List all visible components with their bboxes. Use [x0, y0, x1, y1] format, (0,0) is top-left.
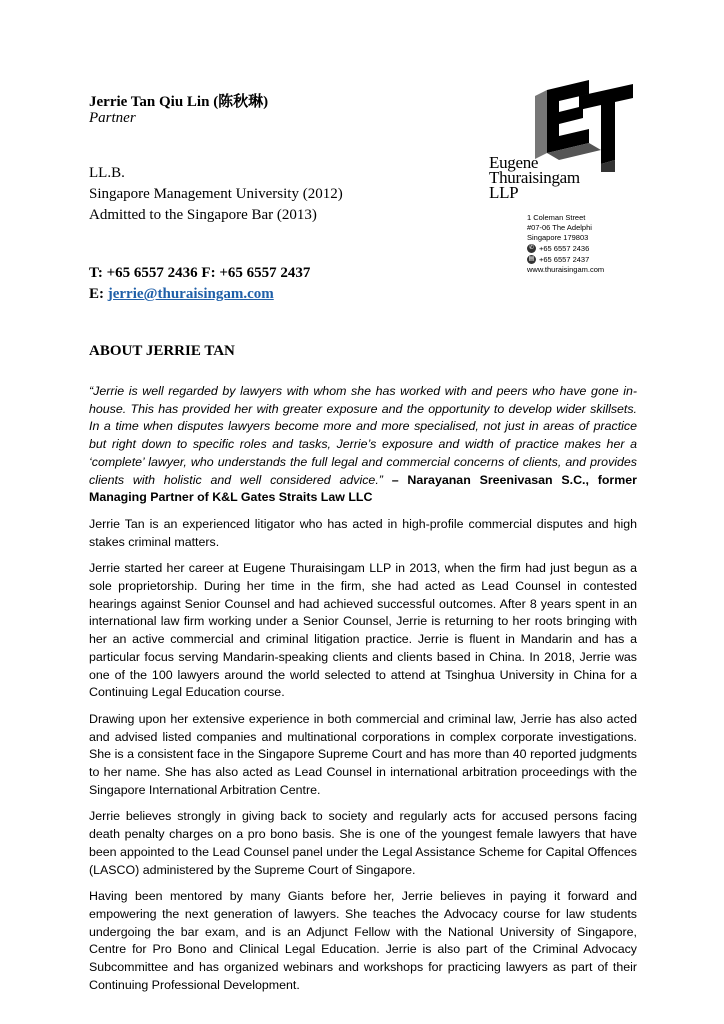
email-link[interactable]: jerrie@thuraisingam.com: [107, 286, 274, 302]
about-heading: ABOUT JERRIE TAN: [89, 343, 235, 359]
email-prefix: E:: [89, 286, 108, 302]
bar-admission: Admitted to the Singapore Bar (2013): [89, 207, 317, 223]
bio-paragraph-4: Jerrie believes strongly in giving back to society and regularly acts for accused persons facing death penalty charges on a pro bono basis. She is one of the youngest female lawyers that have been appointed to the Lead Counsel panel under the Legal Assistance Scheme for Capital Offences (LASCO) administered by the Supreme Court of Singapore.: [89, 809, 637, 877]
firm-fax-row: [527, 254, 604, 265]
testimonial-attribution: – Narayanan Sreenivasan S.C., former Managing Partner of K&L Gates Straits Law LLC: [89, 472, 637, 505]
profile-title: Partner: [89, 110, 136, 126]
address-line-3: Singapore 179803: [527, 233, 589, 242]
address-line-2: #07-06 The Adelphi: [527, 223, 592, 232]
phone-icon: ✆: [528, 245, 535, 251]
bio-paragraph-1: Jerrie Tan is an experienced litigator who has acted in high-profile commercial disputes and high stakes criminal matters.: [89, 516, 637, 549]
brand-line-1: Eugene: [489, 153, 539, 172]
contact-block: [89, 263, 310, 305]
about-body: [89, 383, 637, 1004]
fax-icon: ▤: [528, 256, 535, 262]
address-line-1: 1 Coleman Street: [527, 213, 586, 222]
brand-line-2: Thuraisingam: [489, 168, 580, 187]
firm-brand: [489, 155, 580, 200]
firm-fax: +65 6557 2437: [539, 254, 590, 264]
firm-tel: +65 6557 2436: [539, 243, 590, 253]
education-block: [89, 163, 343, 226]
phone-fax-line: T: +65 6557 2436 F: +65 6557 2437: [89, 265, 311, 281]
testimonial-paragraph: [89, 383, 637, 507]
degree: LL.B.: [89, 165, 125, 181]
brand-line-3: LLP: [489, 183, 519, 202]
bio-paragraph-3: Drawing upon her extensive experience in both commercial and criminal law, Jerrie has also acted and advised listed companies and multinational corporations in complex corporate investigations. She is a consistent face in the Singapore Supreme Court and has more than 40 reported judgments to her name. She has also acted as Lead Counsel in international arbitration proceedings with the Singapore International Arbitration Centre.: [89, 711, 637, 797]
firm-address: [527, 213, 604, 275]
email-line: [89, 284, 310, 305]
testimonial-quote: “Jerrie is well regarded by lawyers with whom she has worked with and peers who have gone in-house. This has provided her with greater exposure and the opportunity to develop wider skillsets. In a time when disputes lawyers become more and more specialised, not just in areas of practice but right down to specific roles and tasks, Jerrie’s exposure and width of practice makes her a ‘complete’ lawyer, who understands the full legal and commercial concerns of clients, and provides clients with holistic and well considered advice.”: [89, 384, 637, 487]
profile-name: Jerrie Tan Qiu Lin (陈秋琳): [89, 94, 269, 110]
bio-paragraph-2: Jerrie started her career at Eugene Thuraisingam LLP in 2013, when the firm had just begun as a sole proprietorship. During her time in the firm, she had acted as Lead Counsel in contested hearings against Senior Counsel and had achieved successful outcomes. After 8 years spent in an international law firm working under a Senior Counsel, Jerrie is returning to her roots bringing with her an active commercial and criminal litigation practice. Jerrie is fluent in Mandarin and has a particular focus serving Mandarin-speaking clients and clients based in China. In 2018, Jerrie was one of the 100 lawyers around the world selected to attend at Tsinghua University in China for a Continuing Legal Education course.: [89, 561, 637, 700]
firm-website: www.thuraisingam.com: [527, 265, 605, 274]
firm-tel-row: [527, 243, 604, 254]
university: Singapore Management University (2012): [89, 186, 343, 202]
bio-paragraph-5: Having been mentored by many Giants before her, Jerrie believes in paying it forward and empowering the next generation of lawyers. She teaches the Advocacy course for law students undergoing the bar exam, and is an Adjunct Fellow with the National University of Singapore, Centre for Pro Bono and Clinical Legal Education. Jerrie is also part of the Criminal Advocacy Subcommittee and has organized webinars and workshops for practicing lawyers as part of their Continuing Professional Development.: [89, 889, 637, 992]
